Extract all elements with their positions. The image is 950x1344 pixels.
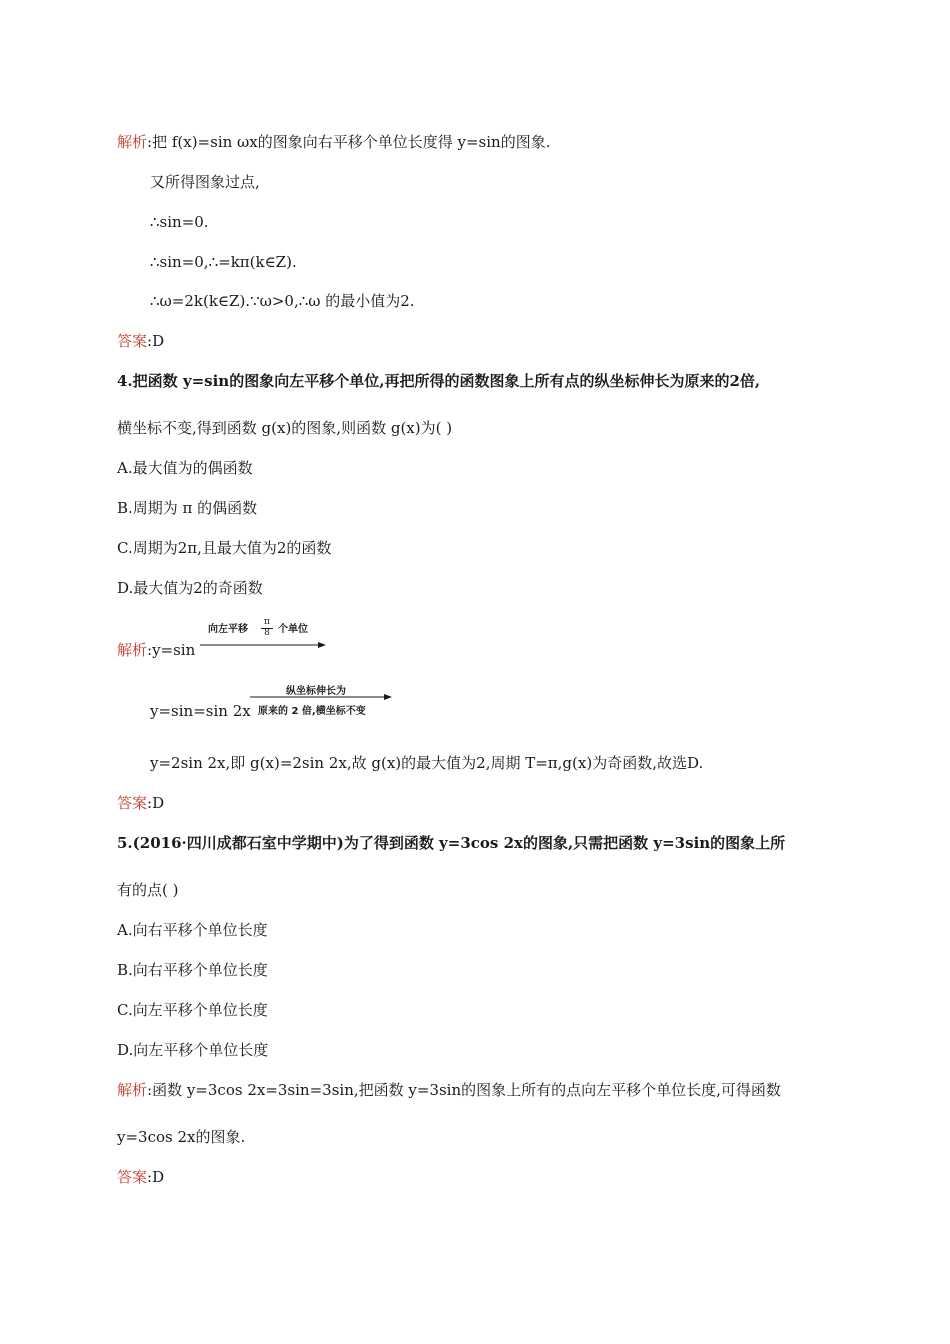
answer-text: :D: [147, 1168, 165, 1186]
q5-stem-line-1: 5.(2016·四川成都石室中学期中)为了得到函数 y=3cos 2x的图象,只需把函数 y=3sin的图象上所: [117, 834, 786, 852]
answer-text: :D: [147, 794, 165, 812]
analysis-prefix: :y=sin: [147, 641, 196, 659]
transform-arrow-1: [200, 617, 326, 650]
arrow-2-label-top: 纵坐标伸长为: [286, 686, 346, 697]
q3-analysis-line: [117, 132, 550, 152]
arrow-2-label-bottom: 原来的 2 倍,横坐标不变: [258, 706, 366, 717]
q3-step-1: 又所得图象过点,: [150, 173, 260, 191]
q4-stem-line-1: 4.把函数 y=sin的图象向左平移个单位,再把所得的函数图象上所有点的纵坐标伸长为原来的2倍,: [117, 372, 761, 390]
q5-option-d: D.向左平移个单位长度: [117, 1041, 269, 1059]
q4-option-a: A.最大值为的偶函数: [117, 459, 253, 477]
q3-step-2: ∴sin=0.: [150, 213, 209, 231]
answer-label: 答案: [117, 332, 148, 350]
q5-option-a: A.向右平移个单位长度: [117, 921, 268, 939]
q4-option-b: B.周期为 π 的偶函数: [117, 499, 258, 517]
q5-option-b: B.向右平移个单位长度: [117, 961, 268, 979]
arrow-1-label-suffix: 个单位: [278, 624, 308, 635]
q3-step-4: ∴ω=2k(k∈Z).∵ω>0,∴ω 的最小值为2.: [150, 292, 415, 310]
q5-stem-line-2: 有的点( ): [117, 881, 179, 899]
q5-option-c: C.向左平移个单位长度: [117, 1001, 268, 1019]
q4-line-3: y=2sin 2x,即 g(x)=2sin 2x,故 g(x)的最大值为2,周期 T=π,g(x)为奇函数,故选D.: [150, 754, 704, 772]
q4-option-c: C.周期为2π,且最大值为2的函数: [117, 539, 332, 557]
arrow-1-frac-num: π: [264, 617, 270, 627]
q4-answer-line: [117, 793, 164, 813]
q4-line-2: y=sin=sin 2x: [150, 702, 251, 720]
q5-analysis-line: [117, 1080, 781, 1100]
analysis-label: 解析: [117, 133, 148, 151]
q4-analysis-line: [117, 640, 195, 660]
q5-analysis-line-2: y=3cos 2x的图象.: [117, 1128, 246, 1146]
q4-stem-line-2: 横坐标不变,得到函数 g(x)的图象,则函数 g(x)为( ): [117, 419, 453, 437]
q5-answer-line: [117, 1167, 164, 1187]
analysis-text: :函数 y=3cos 2x=3sin=3sin,把函数 y=3sin的图象上所有的点向左平移个单位长度,可得函数: [147, 1081, 781, 1099]
answer-label: 答案: [117, 794, 148, 812]
q4-option-d: D.最大值为2的奇函数: [117, 579, 263, 597]
arrow-1-label: 向左平移: [208, 624, 248, 635]
transform-arrow-2: [250, 682, 392, 716]
analysis-label: 解析: [117, 1081, 148, 1099]
q3-answer-line: [117, 331, 164, 351]
right-arrow-icon: [200, 640, 326, 650]
right-arrow-icon: [250, 692, 392, 702]
answer-label: 答案: [117, 1168, 148, 1186]
q3-step-3: ∴sin=0,∴=kπ(k∈Z).: [150, 253, 297, 271]
answer-text: :D: [147, 332, 165, 350]
analysis-label: 解析: [117, 641, 148, 659]
arrow-1-frac-den: 8: [264, 628, 270, 638]
analysis-text: :把 f(x)=sin ωx的图象向右平移个单位长度得 y=sin的图象.: [147, 133, 551, 151]
